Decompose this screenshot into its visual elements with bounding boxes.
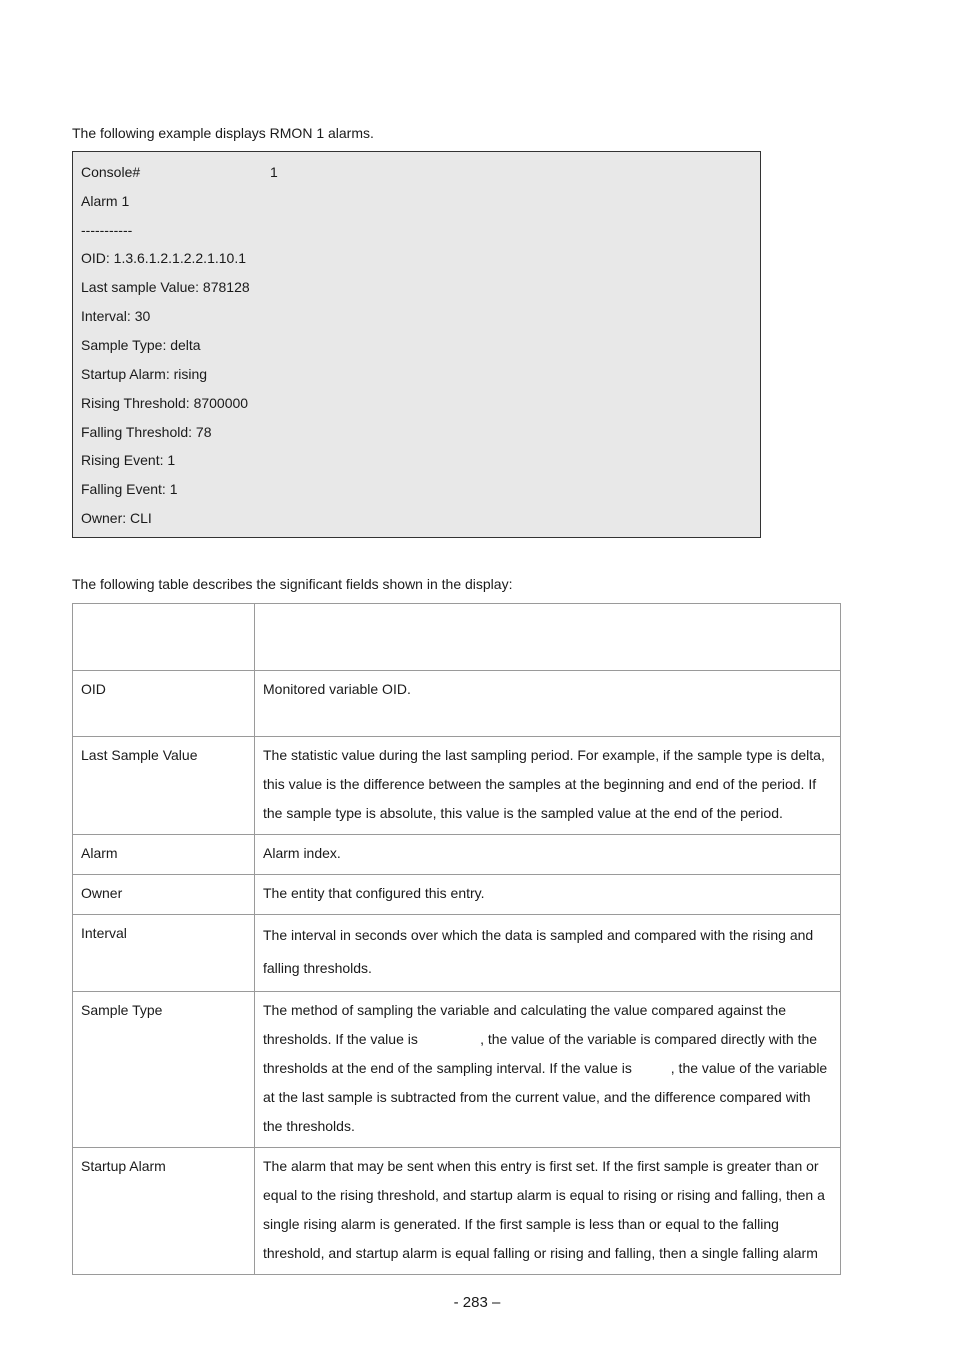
console-line: Interval: 30 <box>81 308 151 324</box>
fields-table <box>72 603 841 1275</box>
table-row <box>73 875 841 915</box>
field-description: The entity that configured this entry. <box>255 875 841 915</box>
console-line: Console# <box>81 164 141 180</box>
field-name: Interval <box>73 915 255 992</box>
field-description: Alarm index. <box>255 835 841 875</box>
field-description: The method of sampling the variable and calculating the value compared against the thresholds. If the value is , the value of the variable is compared directly with the thresholds at the end of the sampling interval. If the value is , the value of the variable at the last sample is subtracted from the current value, and the difference compared with the thresholds. <box>255 992 841 1148</box>
intro-text: The following example displays RMON 1 alarms. <box>72 125 374 141</box>
field-description: The alarm that may be sent when this entry is first set. If the first sample is greater than or equal to the rising threshold, and startup alarm is equal to rising or rising and falling, then a single rising alarm is generated. If the first sample is less than or equal to the falling threshold, and startup alarm is equal falling or rising and falling, then a single falling alarm <box>255 1148 841 1275</box>
console-line: Rising Event: 1 <box>81 452 176 468</box>
console-command-arg: 1 <box>270 164 278 180</box>
table-row <box>73 835 841 875</box>
page-number: - 283 – <box>453 1294 501 1311</box>
field-description: The interval in seconds over which the data is sampled and compared with the rising and falling thresholds. <box>255 915 841 992</box>
field-name: Startup Alarm <box>73 1148 255 1275</box>
console-line: Alarm 1 <box>81 193 130 209</box>
table-row <box>73 737 841 835</box>
console-line: OID: 1.3.6.1.2.1.2.2.1.10.1 <box>81 250 246 266</box>
console-line: Startup Alarm: rising <box>81 366 208 382</box>
console-line: ----------- <box>81 222 133 238</box>
field-description: The statistic value during the last sampling period. For example, if the sample type is delta, this value is the difference between the samples at the beginning and end of the period. If the sample type is absolute, this value is the sampled value at the end of the period. <box>255 737 841 835</box>
field-name: Sample Type <box>73 992 255 1148</box>
field-name: Alarm <box>73 835 255 875</box>
field-name: Last Sample Value <box>73 737 255 835</box>
header-cell-description <box>255 604 841 671</box>
table-header-row <box>73 604 841 671</box>
console-line: Rising Threshold: 8700000 <box>81 395 249 411</box>
console-line: Falling Threshold: 78 <box>81 424 212 440</box>
console-line: Falling Event: 1 <box>81 481 178 497</box>
console-line: Last sample Value: 878128 <box>81 279 250 295</box>
console-line: Owner: CLI <box>81 510 152 526</box>
header-cell-field <box>73 604 255 671</box>
field-name: OID <box>73 671 255 737</box>
field-name: Owner <box>73 875 255 915</box>
table-row <box>73 671 841 737</box>
field-description: Monitored variable OID. <box>255 671 841 737</box>
console-line: Sample Type: delta <box>81 337 201 353</box>
table-row <box>73 1148 841 1275</box>
console-output <box>72 151 761 538</box>
table-row <box>73 915 841 992</box>
table-intro-text: The following table describes the significant fields shown in the display: <box>72 576 513 592</box>
table-row <box>73 992 841 1148</box>
